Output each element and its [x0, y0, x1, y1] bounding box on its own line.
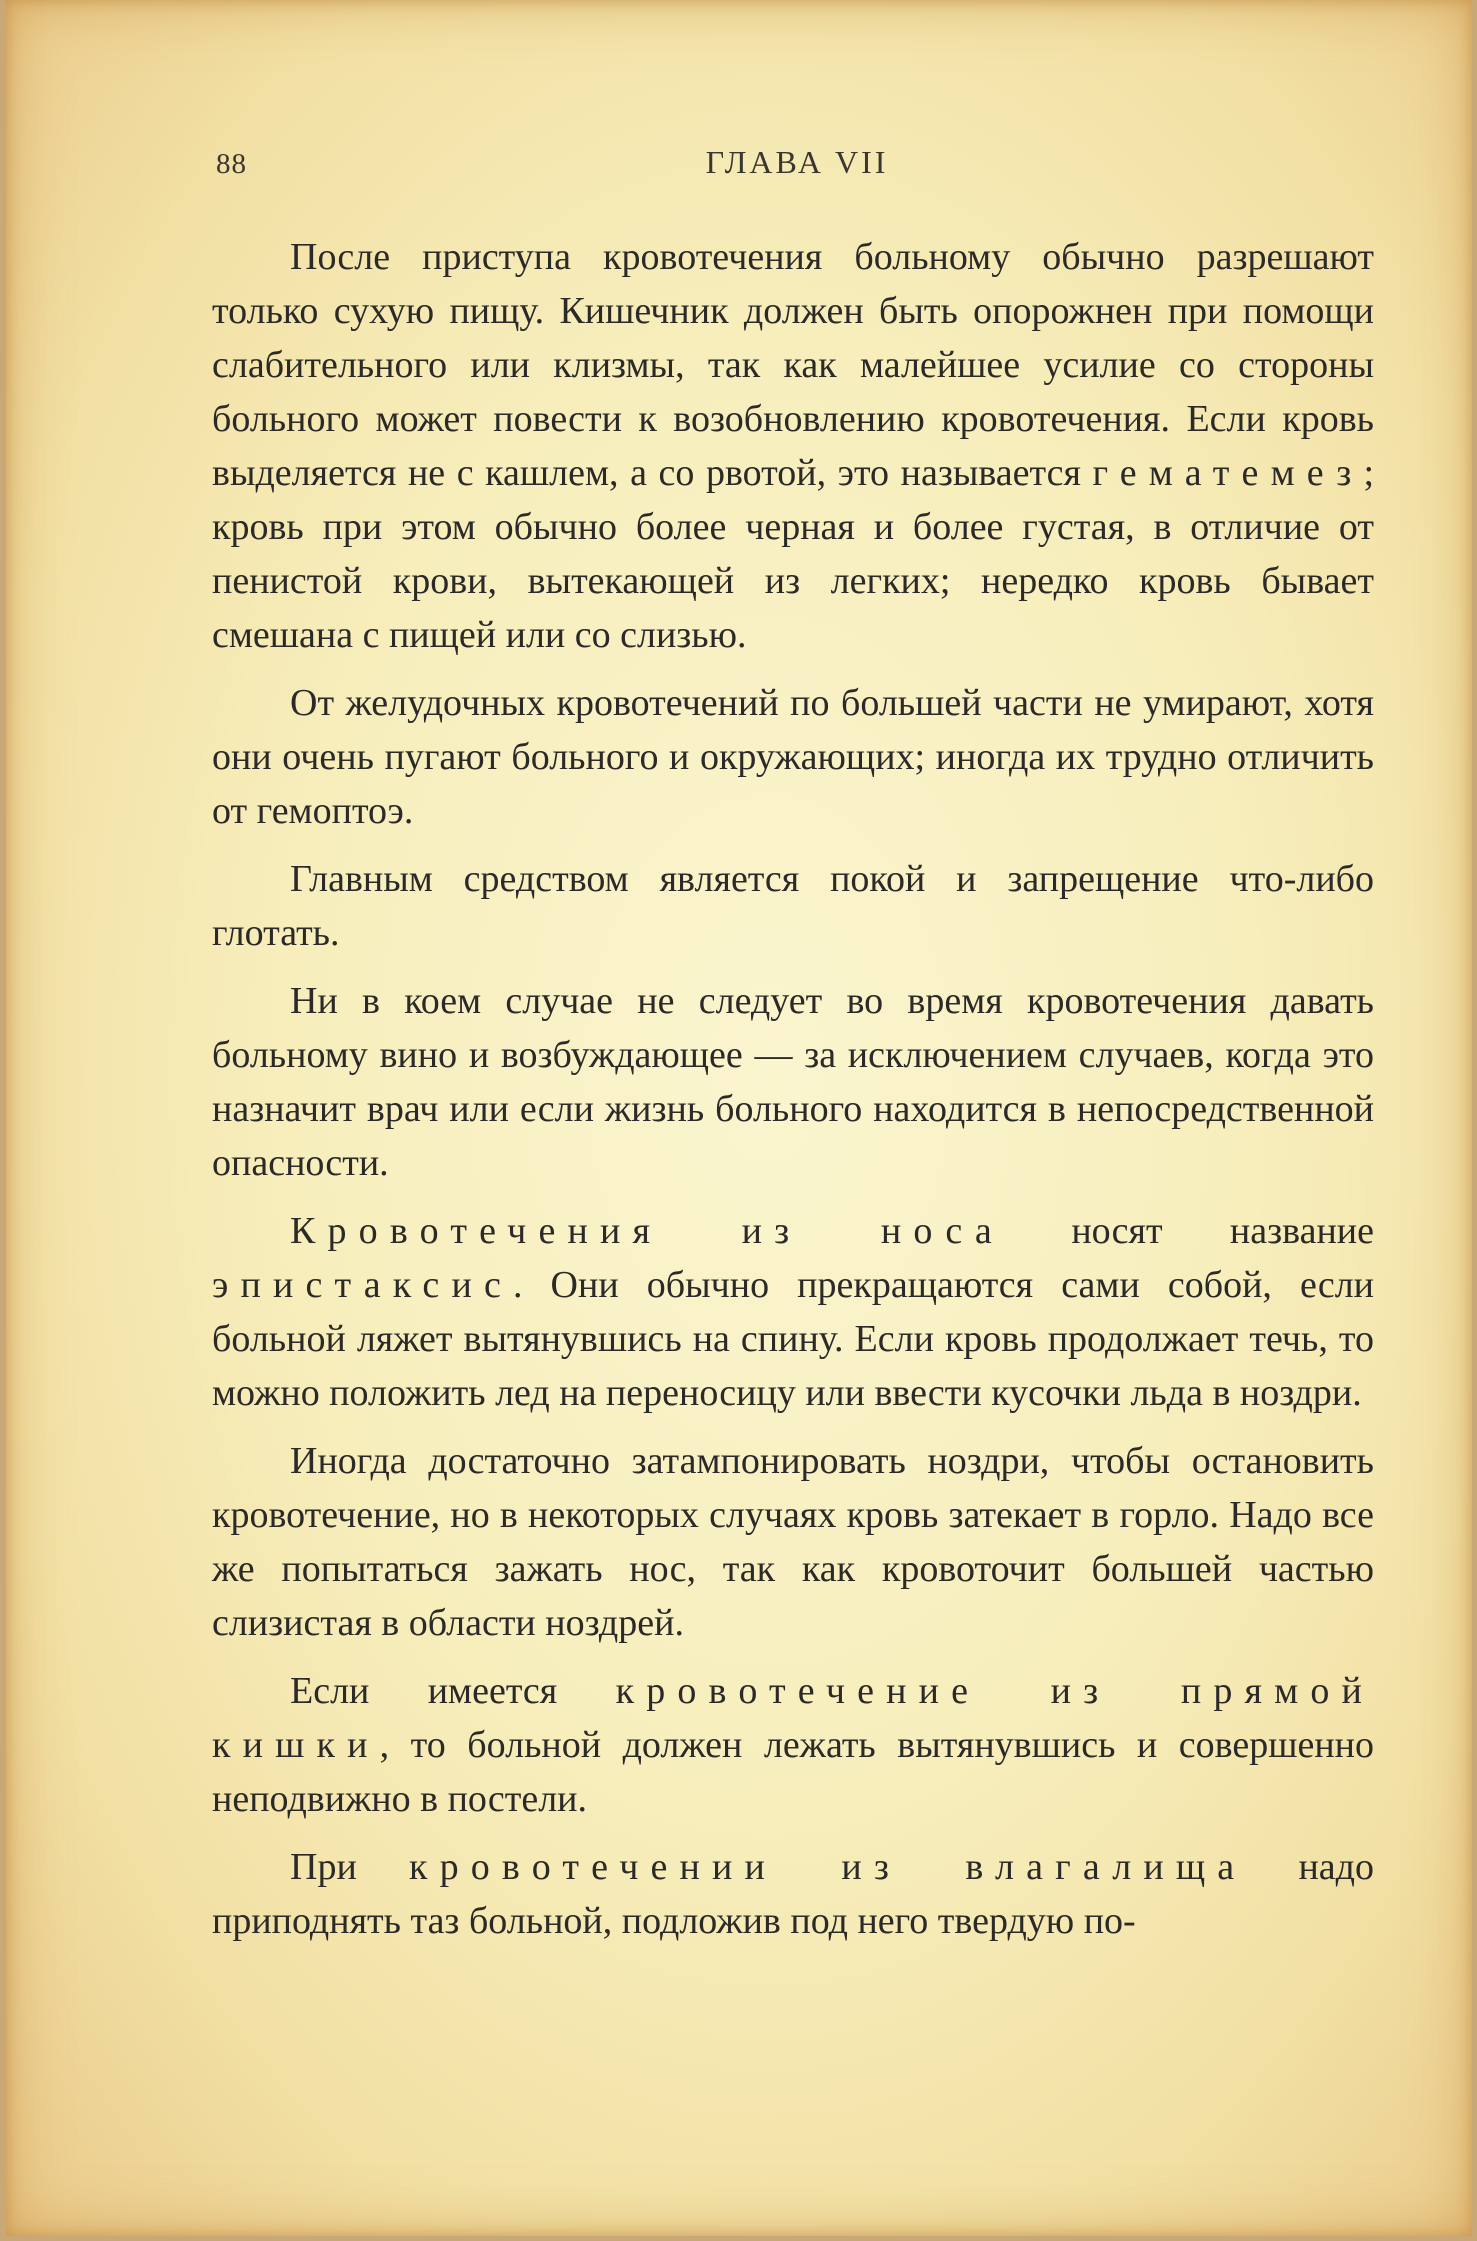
- paragraph: [212, 676, 1374, 838]
- spaced-term: кровотечение из прямой кишки: [212, 1670, 1374, 1766]
- paragraph: [212, 1204, 1374, 1420]
- paragraph: [212, 1840, 1374, 1948]
- chapter-heading: ГЛАВА VII: [705, 144, 889, 180]
- paragraph-text: Главным средством является покой и запрещение что-либо глотать.: [212, 858, 1374, 954]
- paragraph-text: . Они обычно прекращаются сами собой, если больной ляжет вытянувшись на спину. Если кровь продолжает течь, то можно положить лед на переносицу или ввести кусочки льда в ноздри.: [212, 1264, 1374, 1414]
- page-number: 88: [216, 148, 247, 180]
- paragraph-text: Если имеется: [290, 1670, 616, 1712]
- spaced-term: кровотечении из влагалища: [408, 1846, 1247, 1888]
- paragraph-text: Иногда достаточно затампонировать ноздри, чтобы остановить кровотечение, но в некоторых случаях кровь затекает в горло. Надо все же попытаться зажать нос, так как кровоточит большей частью слизистая в области ноздрей.: [212, 1440, 1374, 1644]
- paragraph-text: После приступа кровотечения больному обычно разрешают только сухую пищу. Кишечник должен быть опорожнен при помощи слабительного или клизмы, так как малейшее усилие со стороны больного может повести к возобновлению кровотечения. Если кровь выделяется не с кашлем, а со рвотой, это называется: [212, 236, 1374, 494]
- paragraph-text: , то больной должен лежать вытянувшись и совершенно неподвижно в постели.: [212, 1724, 1374, 1820]
- paragraph: [212, 1664, 1374, 1826]
- paragraph-text: От желудочных кровотечений по большей части не умирают, хотя они очень пугают больного и окружающих; иногда их трудно отличить от гемоптоэ.: [212, 682, 1374, 832]
- paragraph-text: Ни в коем случае не следует во время кровотечения давать больному вино и возбуждающее — за исключением случаев, когда это назначит врач или если жизнь больного находится в непосредственной опасности.: [212, 980, 1374, 1184]
- paragraph: [212, 852, 1374, 960]
- paragraph-text: носят название: [1003, 1210, 1374, 1252]
- paragraph-text: ; кровь при этом обычно более черная и более густая, в отличие от пенистой крови, вытекающей из легких; нередко кровь бывает смешана с пищей или со слизью.: [212, 452, 1374, 656]
- page-header: [216, 142, 1378, 188]
- paragraph: [212, 1434, 1374, 1650]
- paragraph-text: При: [290, 1846, 409, 1888]
- body-text: [212, 230, 1374, 1948]
- paragraph: [212, 230, 1374, 662]
- paragraph-text: надо приподнять таз больной, подложив под него твердую по-: [212, 1846, 1374, 1942]
- spaced-term: гематемез: [1092, 452, 1364, 494]
- paragraph: [212, 974, 1374, 1190]
- spaced-term: эпистаксис: [212, 1264, 513, 1306]
- spaced-term: Кровотечения из носа: [290, 1210, 1004, 1252]
- book-page: [6, 0, 1472, 2236]
